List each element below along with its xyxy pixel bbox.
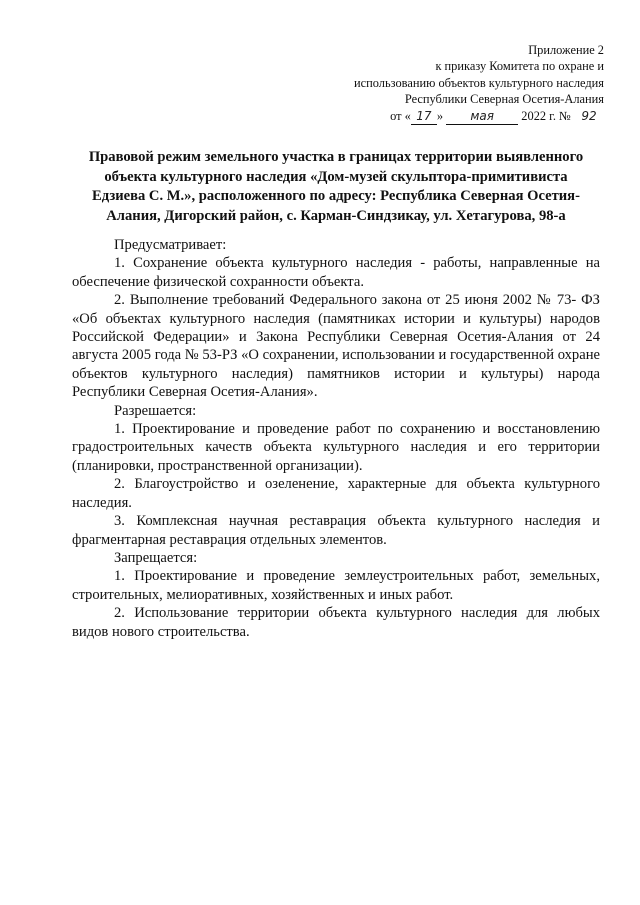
allowed-label: Разрешается: [114, 402, 197, 419]
document-title [68, 148, 604, 226]
allowed-item-1: 1. Проектирование и проведение работ по сохранению и восстановлению градостроительных качеств объекта культурного наследия и его территории (планировки, пространственной организации). [72, 421, 600, 474]
forbidden-item-1: 1. Проектирование и проведение землеустроительных работ, земельных, строительных, мелиоративных, хозяйственных и иных работ. [72, 568, 600, 603]
title-line-2: объекта культурного наследия «Дом-музей скульптора-примитивиста [104, 168, 568, 185]
provides-item-1: 1. Сохранение объекта культурного наследия - работы, направленные на обеспечение физической сохранности объекта. [72, 255, 600, 290]
title-line-3: Едзиева С. М.», расположенного по адресу: Республика Северная Осетия- [92, 188, 580, 205]
forbidden-label: Запрещается: [114, 549, 198, 566]
republic-name-line: Республики Северная Осетия-Алания [404, 92, 604, 107]
appendix-number: Приложение 2 [528, 43, 604, 57]
title-line-1: Правовой режим земельного участка в границах территории выявленного [88, 149, 584, 165]
handwritten-order-number: 92 [581, 108, 597, 123]
year-text: 2022 г. № [521, 108, 571, 123]
allowed-item-2: 2. Благоустройство и озеленение, характерные для объекта культурного наследия. [72, 476, 600, 511]
date-prefix: от « [390, 108, 411, 123]
handwritten-day: 17 [411, 108, 437, 125]
allowed-item-3: 3. Комплексная научная реставрация объекта культурного наследия и фрагментарная реставрация отдельных элементов. [72, 513, 600, 548]
handwritten-month: мая [446, 108, 518, 125]
provides-item-2: 2. Выполнение требований Федерального закона от 25 июня 2002 № 73- ФЗ «Об объектах культурного наследия (памятниках истории и культуры) народов Российской Федерации» и Закона Республики Северная Осетия-Алания от 24 августа 2005 года № 53-РЗ «О сохранении, использовании и государственной охране объектов культурного наследия) памятников истории и культуры) народа Республики Северная Осетия-Алания». [72, 292, 600, 401]
committee-name-line: использованию объектов культурного наследия [354, 75, 604, 90]
provides-label: Предусматривает: [114, 237, 227, 253]
title-line-4: Алания, Дигорский район, с. Карман-Синдзикау, ул. Хетагурова, 98-а [106, 207, 566, 224]
order-date-line [304, 108, 604, 125]
document-body [72, 236, 600, 641]
order-reference-line: к приказу Комитета по охране и [435, 59, 604, 74]
forbidden-item-2: 2. Использование территории объекта культурного наследия для любых видов нового строительства. [72, 605, 600, 640]
appendix-header [304, 42, 604, 125]
date-mid: » [436, 108, 444, 123]
